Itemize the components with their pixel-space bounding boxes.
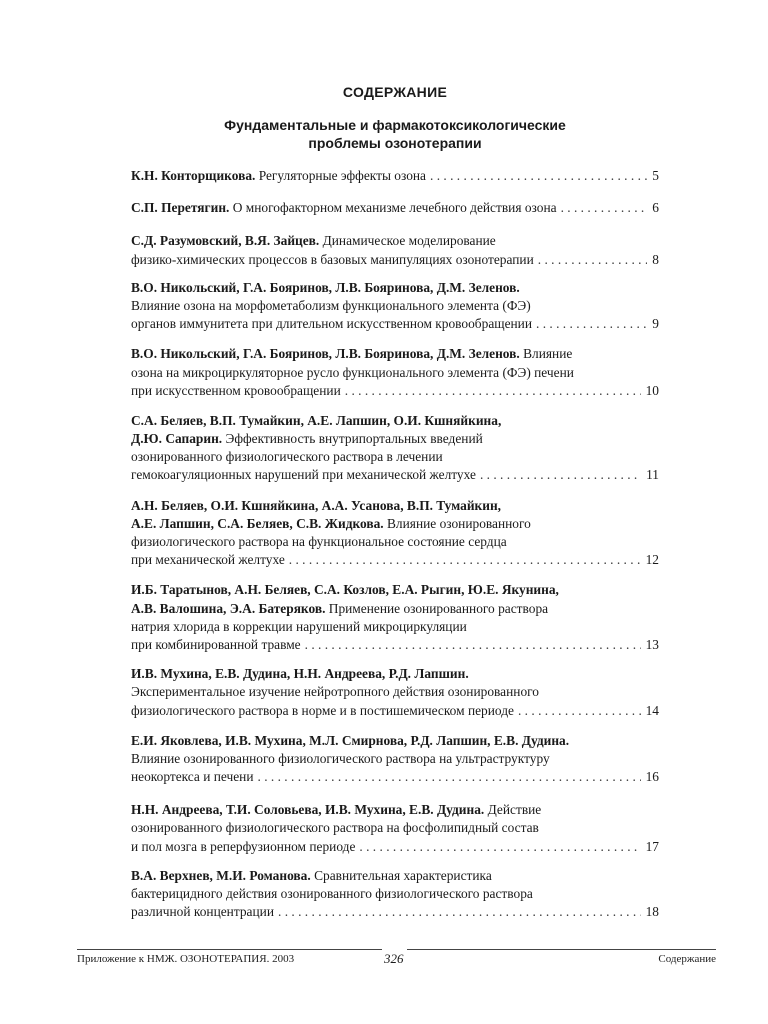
toc-line-text bbox=[131, 167, 426, 185]
toc-authors: А.Н. Беляев, О.И. Кшняйкина, А.А. Усанова, В.П. Тумайкин, bbox=[131, 497, 502, 513]
toc-title-text: Влияние bbox=[519, 346, 573, 362]
toc-page-number: 18 bbox=[645, 904, 659, 920]
toc-line bbox=[131, 819, 659, 837]
toc-entry bbox=[131, 412, 659, 485]
toc-line bbox=[131, 232, 659, 250]
toc-title-text: Регуляторные эффекты озона bbox=[255, 168, 427, 183]
section-title-line-1: Фундаментальные и фармакотоксикологические bbox=[224, 117, 566, 133]
toc-line bbox=[131, 297, 659, 315]
toc-title-text: Влияние озона на морфометаболизм функционального элемента (ФЭ) bbox=[131, 297, 531, 313]
footer-page-number: 326 bbox=[384, 951, 404, 966]
toc-title-text: гемокоагуляционных нарушений при механической желтухе bbox=[131, 467, 476, 483]
toc-page-number: 12 bbox=[645, 552, 659, 568]
toc-authors: А.Е. Лапшин, С.А. Беляев, С.В. Жидкова. bbox=[131, 515, 384, 531]
toc-line bbox=[131, 683, 659, 701]
toc-page-number: 6 bbox=[652, 200, 659, 216]
toc-line-text bbox=[131, 315, 532, 333]
toc-page-number: 8 bbox=[652, 251, 659, 267]
toc-entry bbox=[131, 167, 659, 185]
toc-line bbox=[131, 279, 659, 297]
footer-rule-right bbox=[407, 949, 716, 950]
toc-authors: С.П. Перетягин. bbox=[131, 200, 230, 216]
toc-page-number: 17 bbox=[645, 838, 659, 854]
toc-authors: В.О. Никольский, Г.А. Бояринов, Л.В. Бояринова, Д.М. Зеленов. bbox=[131, 346, 520, 362]
toc-line bbox=[131, 636, 659, 654]
toc-entry bbox=[131, 279, 659, 334]
toc-line-text bbox=[131, 382, 341, 400]
toc-authors: А.В. Валошина, Э.А. Батеряков. bbox=[131, 600, 326, 616]
section-title-line-2: проблемы озонотерапии bbox=[308, 134, 482, 151]
toc-entry bbox=[131, 581, 659, 654]
toc-authors: С.А. Беляев, В.П. Тумайкин, А.Е. Лапшин, О.И. Кшняйкина, bbox=[131, 412, 502, 428]
toc-line bbox=[131, 364, 659, 382]
toc-line bbox=[131, 665, 659, 683]
toc-entry bbox=[131, 665, 659, 720]
toc-entry bbox=[131, 199, 659, 217]
toc-authors: К.Н. Конторщикова. bbox=[131, 168, 256, 183]
toc-line bbox=[131, 515, 659, 533]
page-title: СОДЕРЖАНИЕ bbox=[342, 84, 448, 100]
toc-title-text: неокортекса и печени bbox=[131, 769, 254, 785]
toc-title-text: натрия хлорида в коррекции нарушений микроциркуляции bbox=[131, 618, 467, 634]
toc-line bbox=[131, 315, 659, 333]
toc-line bbox=[131, 903, 659, 921]
toc-leader-dots bbox=[426, 167, 647, 185]
toc-leader-dots bbox=[355, 838, 640, 856]
toc-leader-dots bbox=[301, 636, 641, 654]
toc-authors: В.О. Никольский, Г.А. Бояринов, Л.В. Бояринова, Д.М. Зеленов. bbox=[131, 279, 520, 295]
toc-line-text bbox=[131, 903, 274, 921]
toc-line-text bbox=[131, 199, 557, 217]
toc-line bbox=[131, 199, 659, 217]
toc-entry bbox=[131, 732, 659, 787]
toc-line-text bbox=[131, 251, 534, 269]
toc-line bbox=[131, 867, 659, 885]
toc-entry bbox=[131, 232, 659, 268]
toc-title-text: Влияние озонированного bbox=[383, 515, 531, 531]
toc-line bbox=[131, 345, 659, 363]
table-of-contents bbox=[131, 167, 659, 921]
toc-title-text: озона на микроциркуляторное русло функционального элемента (ФЭ) печени bbox=[131, 364, 574, 380]
footer-rule-left bbox=[77, 949, 382, 950]
toc-line bbox=[131, 885, 659, 903]
toc-title-text: бактерицидного действия озонированного физиологического раствора bbox=[131, 886, 533, 901]
toc-title-text: органов иммунитета при длительном искусственном кровообращении bbox=[131, 316, 533, 332]
toc-line bbox=[131, 600, 659, 618]
footer-journal-name: Приложение к НМЖ. ОЗОНОТЕРАПИЯ. 2003 bbox=[77, 953, 295, 965]
toc-leader-dots bbox=[476, 466, 641, 484]
toc-line bbox=[131, 448, 659, 466]
toc-title-text: Эффективность внутрипортальных введений bbox=[222, 431, 483, 447]
toc-title-text: Влияние озонированного физиологического раствора на ультраструктуру bbox=[131, 750, 550, 766]
toc-leader-dots bbox=[274, 903, 641, 921]
footer-section-name: Содержание bbox=[658, 953, 716, 965]
toc-title-text: при механической желтухе bbox=[131, 552, 285, 568]
toc-leader-dots bbox=[285, 551, 641, 569]
toc-title-text: озонированного физиологического раствора на фосфолипидный состав bbox=[131, 820, 539, 836]
toc-line-text bbox=[131, 466, 476, 484]
toc-line bbox=[131, 533, 659, 551]
toc-page-number: 13 bbox=[645, 636, 659, 652]
toc-leader-dots bbox=[254, 768, 641, 786]
toc-line bbox=[131, 167, 659, 185]
toc-line bbox=[131, 768, 659, 786]
toc-title-text: физико-химических процессов в базовых манипуляциях озонотерапии bbox=[131, 251, 534, 267]
toc-leader-dots bbox=[557, 199, 648, 217]
toc-line bbox=[131, 618, 659, 636]
toc-line bbox=[131, 801, 659, 819]
toc-page-number: 5 bbox=[652, 168, 659, 183]
toc-title-text: при комбинированной травме bbox=[131, 636, 301, 652]
toc-title-text: Применение озонированного раствора bbox=[325, 600, 549, 616]
toc-page-number: 10 bbox=[645, 382, 659, 398]
toc-title-text: различной концентрации bbox=[131, 904, 275, 920]
toc-line bbox=[131, 430, 659, 448]
toc-line bbox=[131, 497, 659, 515]
toc-line bbox=[131, 838, 659, 856]
toc-leader-dots bbox=[514, 702, 641, 720]
toc-line-text bbox=[131, 702, 514, 720]
toc-line-text bbox=[131, 551, 285, 569]
toc-line bbox=[131, 702, 659, 720]
toc-title-text: Сравнительная характеристика bbox=[310, 867, 492, 883]
section-title bbox=[0, 117, 768, 152]
toc-authors: Н.Н. Андреева, Т.И. Соловьева, И.В. Мухина, Е.В. Дудина. bbox=[131, 802, 485, 818]
toc-line bbox=[131, 251, 659, 269]
toc-page-number: 11 bbox=[646, 467, 659, 483]
toc-title-text: при искусственном кровообращении bbox=[131, 382, 341, 398]
toc-title-text: физиологического раствора в норме и в постишемическом периоде bbox=[131, 702, 514, 718]
toc-line bbox=[131, 581, 659, 599]
toc-entry bbox=[131, 867, 659, 922]
toc-line bbox=[131, 412, 659, 430]
toc-authors: И.Б. Таратынов, А.Н. Беляев, С.А. Козлов, Е.А. Рыгин, Ю.Е. Якунина, bbox=[131, 582, 559, 598]
toc-leader-dots bbox=[534, 251, 648, 269]
toc-authors: Д.Ю. Сапарин. bbox=[131, 431, 223, 447]
toc-page-number: 16 bbox=[645, 769, 659, 785]
toc-title-text: Действие bbox=[484, 802, 542, 818]
toc-line-text bbox=[131, 768, 254, 786]
toc-entry bbox=[131, 497, 659, 570]
toc-line-text bbox=[131, 838, 355, 856]
toc-authors: И.В. Мухина, Е.В. Дудина, Н.Н. Андреева, Р.Д. Лапшин. bbox=[131, 666, 469, 682]
toc-title-text: озонированного физиологического раствора в лечении bbox=[131, 449, 443, 465]
toc-title-text: физиологического раствора на функциональное состояние сердца bbox=[131, 534, 507, 549]
toc-page-number: 14 bbox=[645, 702, 659, 718]
toc-leader-dots bbox=[341, 382, 641, 400]
toc-line bbox=[131, 466, 659, 484]
toc-page-number: 9 bbox=[652, 316, 659, 332]
toc-line bbox=[131, 750, 659, 768]
toc-authors: Е.И. Яковлева, И.В. Мухина, М.Л. Смирнова, Р.Д. Лапшин, Е.В. Дудина. bbox=[131, 732, 570, 748]
toc-leader-dots bbox=[532, 315, 647, 333]
toc-title-text: О многофакторном механизме лечебного действия озона bbox=[229, 200, 557, 216]
toc-line bbox=[131, 551, 659, 569]
toc-entry bbox=[131, 801, 659, 856]
toc-authors: В.А. Верхнев, М.И. Романова. bbox=[131, 867, 311, 883]
toc-authors: С.Д. Разумовский, В.Я. Зайцев. bbox=[131, 233, 320, 249]
toc-title-text: и пол мозга в реперфузионном периоде bbox=[131, 838, 356, 854]
toc-line-text bbox=[131, 636, 301, 654]
toc-title-text: Экспериментальное изучение нейротропного действия озонированного bbox=[131, 684, 539, 700]
toc-title-text: Динамическое моделирование bbox=[319, 233, 496, 249]
toc-line bbox=[131, 732, 659, 750]
toc-line bbox=[131, 382, 659, 400]
toc-entry bbox=[131, 345, 659, 400]
